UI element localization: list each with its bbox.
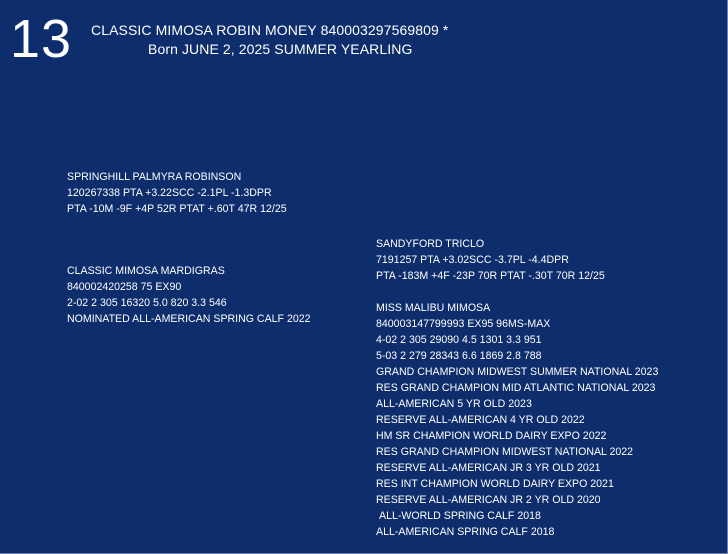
lot-number: 13 [10, 9, 73, 69]
maternal-granddam-award: RESERVE ALL-AMERICAN JR 3 YR OLD 2021 [376, 462, 601, 474]
maternal-granddam-award: RES INT CHAMPION WORLD DAIRY EXPO 2021 [376, 478, 614, 490]
maternal-grandsire-block [376, 236, 605, 284]
maternal-grandsire-detail-line: 7191257 PTA +3.02SCC -3.7PL -4.4DPR [376, 254, 569, 266]
maternal-granddam-name: MISS MALIBU MIMOSA [376, 302, 491, 314]
lot-birth-info: Born JUNE 2, 2025 SUMMER YEARLING [148, 41, 413, 57]
lot-title: CLASSIC MIMOSA ROBIN MONEY 840003297569809 * [91, 22, 449, 38]
dam-name: CLASSIC MIMOSA MARDIGRAS [67, 265, 225, 277]
maternal-granddam-detail-line: 4-02 2 305 29090 4.5 1301 3.3 951 [376, 334, 542, 346]
dam-block [67, 263, 311, 327]
sire-detail-line: PTA -10M -9F +4P 52R PTAT +.60T 47R 12/25 [67, 203, 287, 215]
maternal-granddam-award: HM SR CHAMPION WORLD DAIRY EXPO 2022 [376, 430, 607, 442]
maternal-granddam-award: ALL-AMERICAN SPRING CALF 2018 [376, 526, 555, 538]
maternal-granddam-award: RES GRAND CHAMPION MIDWEST NATIONAL 2022 [376, 446, 634, 458]
sire-detail-line: 120267338 PTA +3.22SCC -2.1PL -1.3DPR [67, 187, 272, 199]
maternal-granddam-detail-line: 840003147799993 EX95 96MS-MAX [376, 318, 551, 330]
sire-name: SPRINGHILL PALMYRA ROBINSON [67, 171, 242, 183]
maternal-granddam-award: GRAND CHAMPION MIDWEST SUMMER NATIONAL 2023 [376, 366, 659, 378]
maternal-granddam-award: ALL-AMERICAN 5 YR OLD 2023 [376, 398, 532, 410]
sire-block [67, 169, 287, 217]
dam-detail-line: NOMINATED ALL-AMERICAN SPRING CALF 2022 [67, 313, 311, 325]
maternal-grandsire-name: SANDYFORD TRICLO [376, 238, 485, 250]
maternal-granddam-award: RESERVE ALL-AMERICAN JR 2 YR OLD 2020 [376, 494, 601, 506]
dam-detail-line: 2-02 2 305 16320 5.0 820 3.3 546 [67, 297, 227, 309]
maternal-granddam-detail-line: 5-03 2 279 28343 6.6 1869 2.8 788 [376, 350, 542, 362]
maternal-grandsire-detail-line: PTA -183M +4F -23P 70R PTAT -.30T 70R 12/25 [376, 270, 605, 282]
dam-detail-line: 840002420258 75 EX90 [67, 281, 182, 293]
maternal-granddam-award: RES GRAND CHAMPION MID ATLANTIC NATIONAL 2023 [376, 382, 656, 394]
maternal-granddam-award: ALL-WORLD SPRING CALF 2018 [379, 510, 541, 522]
maternal-granddam-award: RESERVE ALL-AMERICAN 4 YR OLD 2022 [376, 414, 585, 426]
maternal-granddam-block [376, 300, 658, 540]
